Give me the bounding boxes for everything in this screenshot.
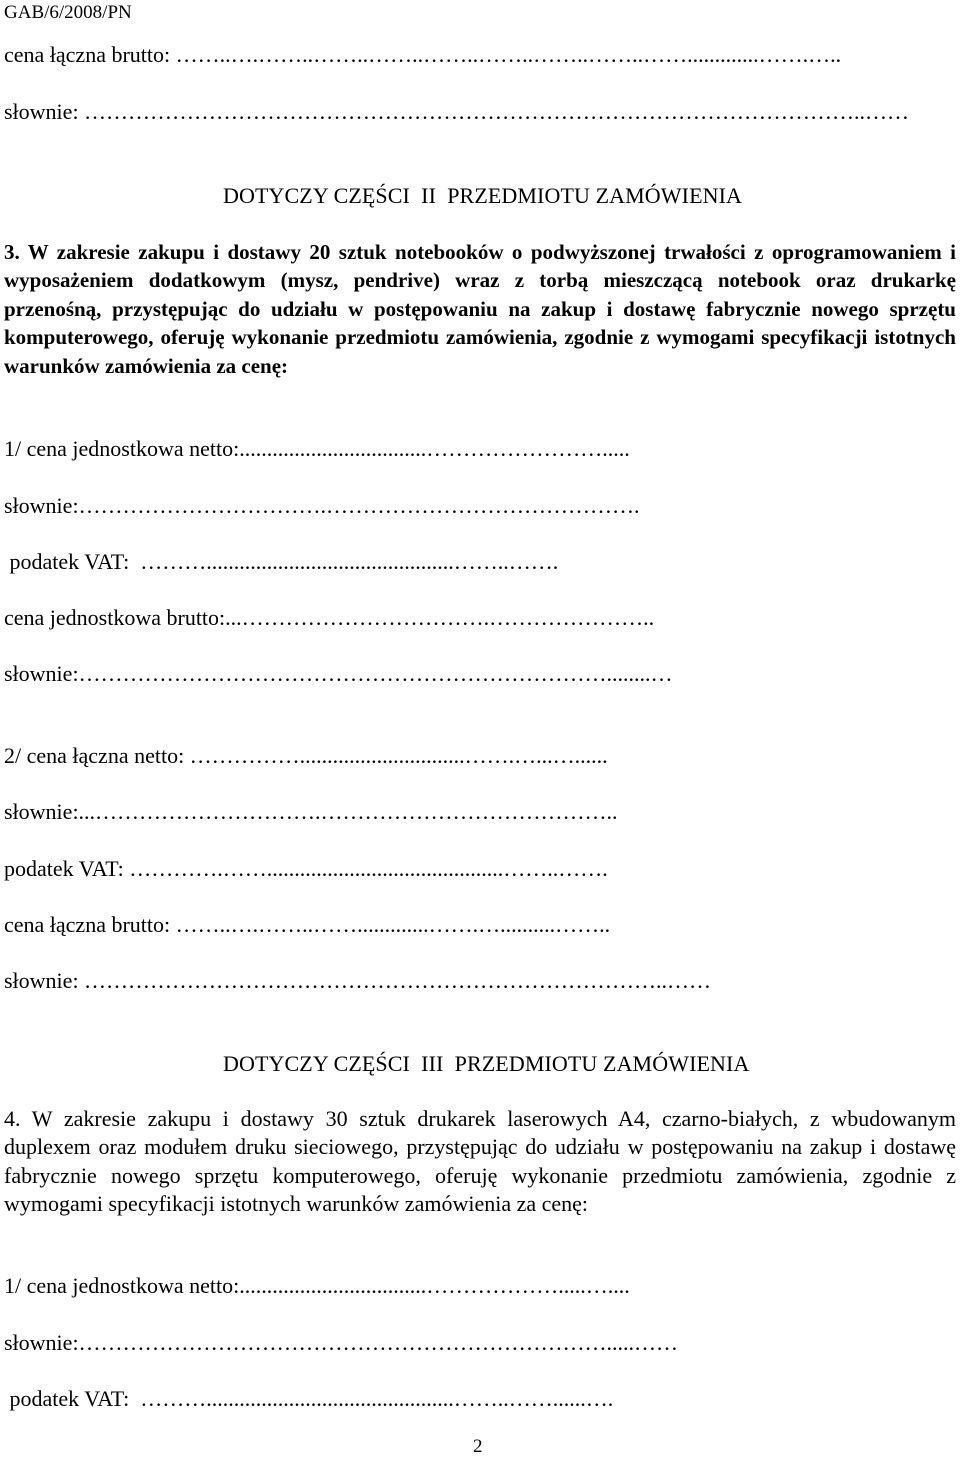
- part-3-unit-net-in-words: słownie:……………………………………………………………….....……: [4, 1330, 679, 1355]
- top-in-words: słownie: ……………………………………………………………………………………………..……: [4, 99, 910, 124]
- part-2-unit-net-price: 1/ cena jednostkowa netto:..................................…………………….....: [4, 436, 630, 461]
- page-number: 2: [473, 1436, 483, 1457]
- part-2-total-vat: podatek VAT: ………….……...........................................……..…….: [4, 856, 608, 881]
- part-2-unit-vat: podatek VAT: ……….............................................……..…….: [4, 549, 559, 574]
- part-2-total-gross-in-words: słownie: ……………………………………………………………………..……: [4, 968, 712, 993]
- document-id: GAB/6/2008/PN: [4, 2, 132, 23]
- part-2-unit-net-in-words: słownie:…………………………….…………………………………….: [4, 493, 640, 518]
- part-2-paragraph: 3. W zakresie zakupu i dostawy 20 sztuk notebooków o podwyższonej trwałości z oprogramowaniem i wyposażeniem dodatkowym (mysz, pendrive) wraz z torbą mieszczącą notebook oraz drukarkę przenośną, przystępując do udziału w postępowaniu na zakup i dostawę fabrycznie nowego sprzętu komputerowego, oferuję wykonanie przedmiotu zamówienia, zgodnie z wymogami specyfikacji istotnych warunków zamówienia za cenę:: [4, 240, 956, 378]
- part-3-heading: DOTYCZY CZĘŚCI III PRZEDMIOTU ZAMÓWIENIA: [223, 1051, 750, 1076]
- part-2-total-net-in-words: słownie:...………………………….…………………………………..: [4, 799, 618, 824]
- part-3-unit-vat: podatek VAT: ……….............................................……..……......….: [4, 1386, 614, 1411]
- part-2-unit-gross-in-words: słownie:………………………………………………………………........…: [4, 661, 673, 686]
- part-2-heading: DOTYCZY CZĘŚCI II PRZEDMIOTU ZAMÓWIENIA: [223, 183, 743, 208]
- part-2-unit-gross-price: cena jednostkowa brutto:...…………………………….…………………..: [4, 605, 655, 630]
- part-3-unit-net-price: 1/ cena jednostkowa netto:..................................……………….....…....: [4, 1273, 630, 1298]
- top-gross-total-price: cena łączna brutto: ……..….……..……..……..……..……..……..……..…….............…….…..: [4, 42, 842, 67]
- part-2-total-net-price: 2/ cena łączna netto: ……………..............................…….…...…......: [4, 743, 608, 768]
- part-3-paragraph: 4. W zakresie zakupu i dostawy 30 sztuk drukarek laserowych A4, czarno-białych, z wbudowanym duplexem oraz modułem druku sieciowego, przystępując do udziału w postępowaniu na zakup i dostawę fabrycznie nowego sprzętu komputerowego, oferuję wykonanie przedmiotu zamówienia, zgodnie z wymogami specyfikacji istotnych warunków zamówienia za cenę:: [4, 1106, 956, 1217]
- part-2-total-gross-price: cena łączna brutto: ……..….……..…….............…….…..........……..: [4, 912, 611, 937]
